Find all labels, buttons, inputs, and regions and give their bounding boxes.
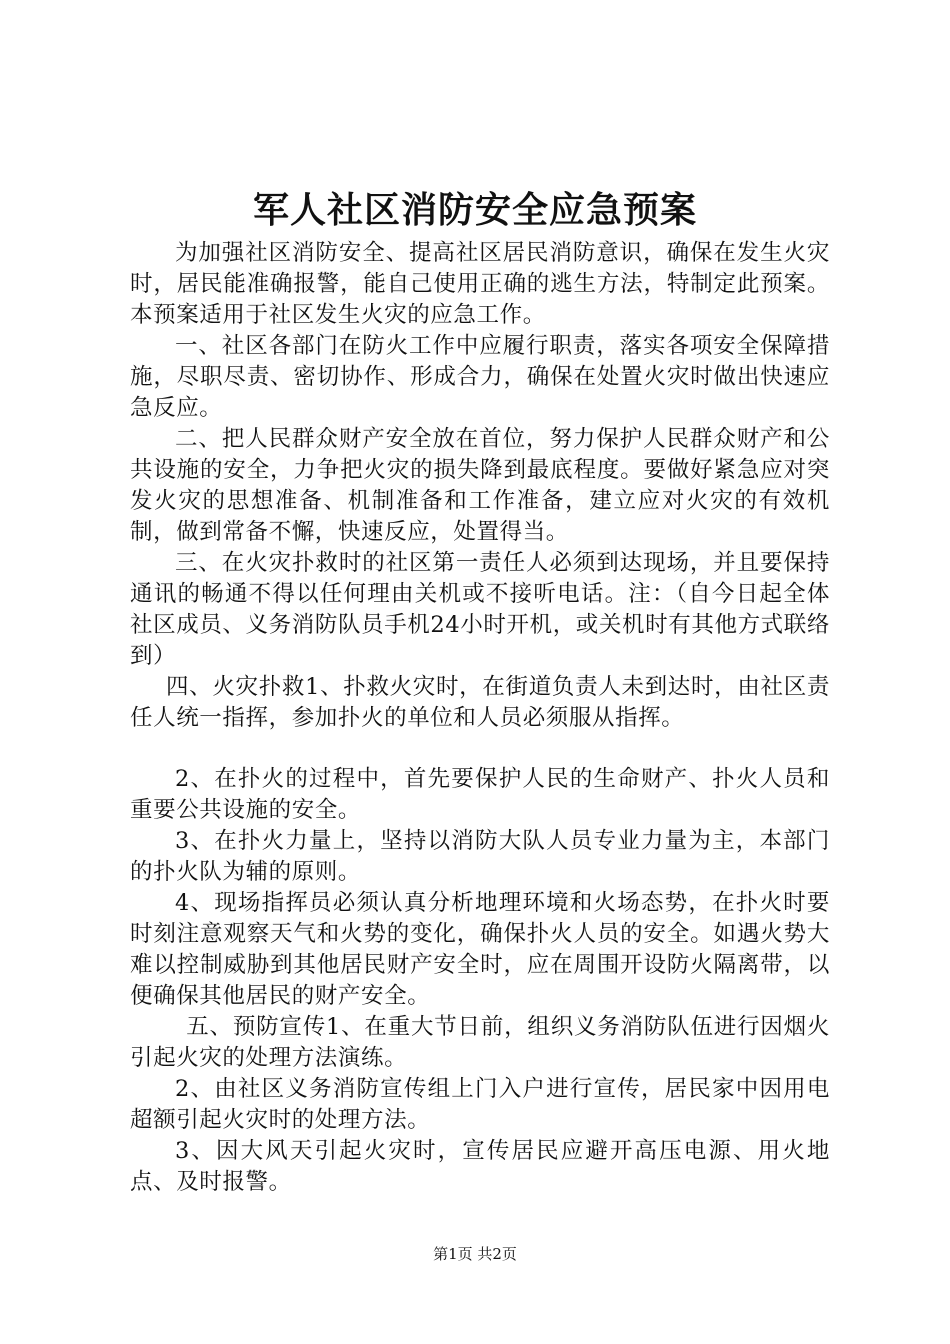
paragraph-section-4-item-4: 4、现场指挥员必须认真分析地理环境和火场态势，在扑火时要时刻注意观察天气和火势的变化，确保扑火人员的安全。如遇火势大难以控制威胁到其他居民财产安全时，应在周围开设防火隔离带，以便确保其他居民的财产安全。 [130,890,830,1009]
document-title: 军人社区消防安全应急预案 [252,189,697,231]
paragraph-section-4-item-2: 2、在扑火的过程中，首先要保护人民的生命财产、扑火人员和重要公共设施的安全。 [130,766,830,823]
paragraph-section-1: 一、社区各部门在防火工作中应履行职责，落实各项安全保障措施，尽职尽责、密切协作、形成合力，确保在处置火灾时做出快速应急反应。 [130,333,830,421]
document-body [130,238,830,1198]
paragraph-section-4-item-3: 3、在扑火力量上，坚持以消防大队人员专业力量为主，本部门的扑火队为辅的原则。 [130,828,830,885]
paragraph-section-4: 四、火灾扑救1、扑救火灾时，在街道负责人未到达时，由社区责任人统一指挥，参加扑火的单位和人员必须服从指挥。 [130,674,830,731]
paragraph-section-5-item-2: 2、由社区义务消防宣传组上门入户进行宣传，居民家中因用电超额引起火灾时的处理方法。 [130,1076,830,1133]
page-number-footer: 第1页 共2页 [433,1245,517,1263]
paragraph-section-3: 三、在火灾扑救时的社区第一责任人必须到达现场，并且要保持通讯的畅通不得以任何理由关机或不接听电话。注：（自今日起全体社区成员、义务消防队员手机24小时开机，或关机时有其他方式联络到） [130,550,830,669]
paragraph-intro: 为加强社区消防安全、提高社区居民消防意识，确保在发生火灾时，居民能准确报警，能自己使用正确的逃生方法，特制定此预案。本预案适用于社区发生火灾的应急工作。 [130,240,830,328]
paragraph-section-5: 五、预防宣传1、在重大节日前，组织义务消防队伍进行因烟火引起火灾的处理方法演练。 [130,1014,830,1071]
paragraph-gap [130,734,830,764]
paragraph-section-2: 二、把人民群众财产安全放在首位，努力保护人民群众财产和公共设施的安全，力争把火灾的损失降到最底程度。要做好紧急应对突发火灾的思想准备、机制准备和工作准备，建立应对火灾的有效机制，做到常备不懈，快速反应，处置得当。 [130,426,830,545]
paragraph-section-5-item-3: 3、因大风天引起火灾时，宣传居民应避开高压电源、用火地点、及时报警。 [130,1138,830,1195]
